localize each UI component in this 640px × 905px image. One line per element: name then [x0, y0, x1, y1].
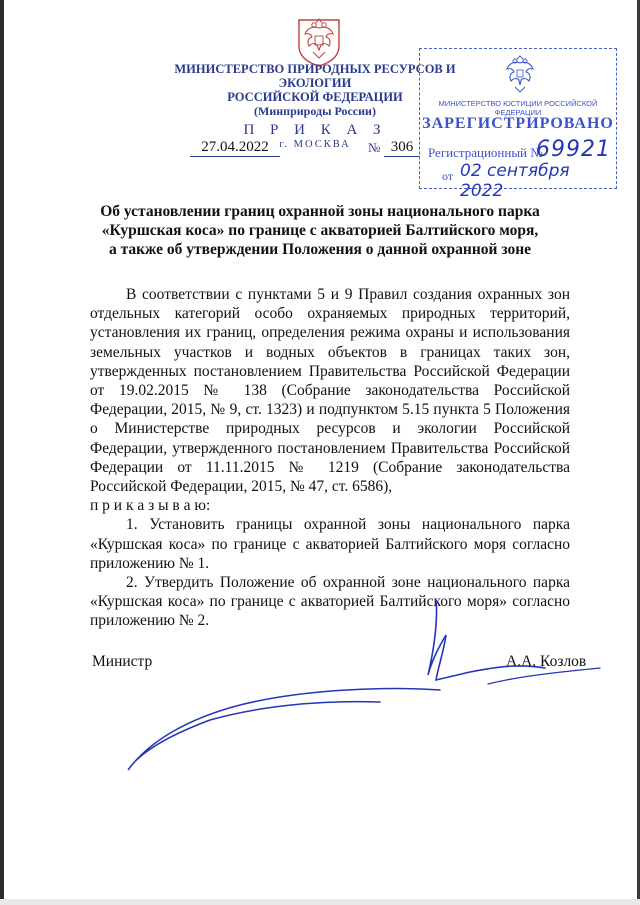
document-city: г. МОСКВА	[279, 139, 351, 150]
registration-stamp	[419, 48, 617, 201]
document-number: 306	[384, 138, 420, 157]
number-label: №	[368, 140, 381, 155]
document-type: П Р И К А З	[243, 122, 387, 138]
russian-coat-of-arms-icon	[293, 14, 345, 68]
ministry-name-line1: МИНИСТЕРСТВО ПРИРОДНЫХ РЕСУРСОВ И ЭКОЛОГИИ	[174, 62, 456, 90]
order-body	[90, 285, 570, 631]
signer-position: Министр	[92, 653, 153, 670]
order-title	[90, 202, 550, 259]
ministry-short-name: (Минприроды России)	[254, 104, 376, 118]
signer-name: А.А. Козлов	[506, 653, 587, 670]
order-word: п р и к а з ы в а ю:	[90, 497, 211, 515]
ministry-name-line2: РОССИЙСКОЙ ФЕДЕРАЦИИ	[227, 90, 403, 104]
order-title-line2: «Куршская коса» по границе с акваторией Балтийского моря,	[101, 222, 539, 239]
stamp-from-label: от	[442, 169, 454, 183]
order-item-1: 1. Установить границы охранной зоны национального парка «Куршская коса» по границе с акваторией Балтийского моря согласно приложению № 1.	[90, 516, 570, 572]
stamp-reg-label: Регистрационный №	[428, 145, 543, 160]
double-headed-eagle-icon	[502, 55, 538, 95]
stamp-ministry-name: МИНИСТЕРСТВО ЮСТИЦИИ РОССИЙСКОЙ ФЕДЕРАЦИИ	[438, 99, 598, 117]
stamp-reg-date: 02 сентября 2022	[460, 161, 570, 201]
stamp-reg-number: 69921	[536, 137, 611, 162]
order-preamble: В соответствии с пунктами 5 и 9 Правил создания охранных зон отдельных категорий особо охраняемых природных территорий, установления их границ, определения режима охраны и использования земельных участков и водных объектов в границах таких зон, утвержденных постановлением Правительства Российской Федерации от 19.02.2015 № 138 (Собрание законодательства Российской Федерации, 2015, № 9, ст. 1323) и подпунктом 5.15 пункта 5 Положения о Министерстве природных ресурсов и экологии Российской Федерации, утвержденного постановлением Правительства Российской Федерации от 11.11.2015 № 1219 (Собрание законодательства Российской Федерации, 2015, № 47, ст. 6586),	[90, 286, 570, 496]
stamp-status: ЗАРЕГИСТРИРОВАНО	[422, 115, 614, 132]
order-title-line3: а также об утверждении Положения о данной охранной зоне	[108, 241, 532, 258]
order-title-line1: Об установлении границ охранной зоны национального парка	[100, 203, 540, 220]
order-item-2: 2. Утвердить Положение об охранной зоне национального парка «Куршская коса» по границе с акваторией Балтийского моря» согласно приложению № 2.	[90, 574, 570, 630]
scan-edge-left	[0, 0, 4, 905]
document-date: 27.04.2022	[190, 138, 280, 157]
scan-edge-bottom	[0, 899, 640, 905]
